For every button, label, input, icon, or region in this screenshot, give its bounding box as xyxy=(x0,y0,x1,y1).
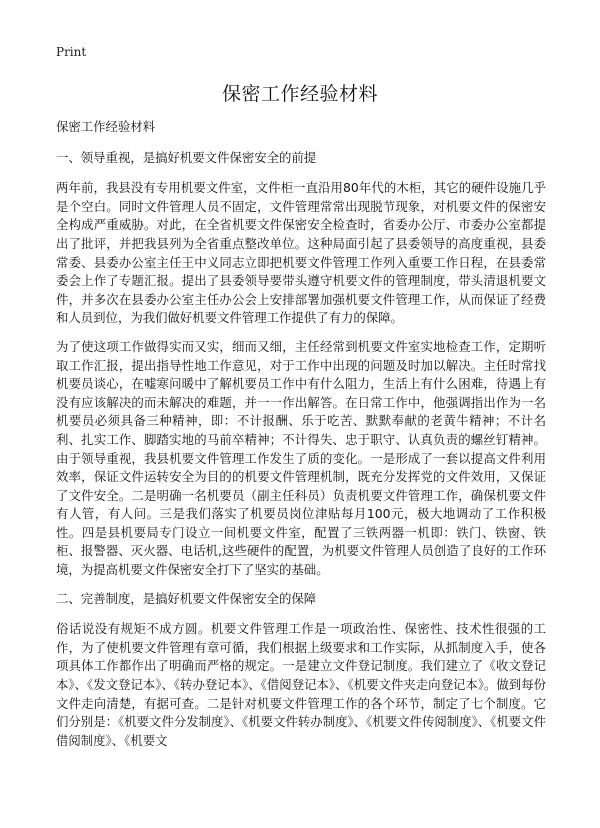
print-link[interactable]: Print xyxy=(56,45,87,59)
document-body xyxy=(56,118,546,760)
section-heading-1: 一、领导重视，是搞好机要文件保密安全的前提 xyxy=(56,149,317,165)
body-paragraph-3: 俗话说没有规矩不成方圆。机要文件管理工作是一项政治性、保密性、技术性很强的工作，为了使机要文件管理有章可循，我们根据上级要求和工作实际，从抓制度入手，使各项具体工作都作出了明确而严格的规定。一是建立文件登记制度。我们建立了《收文登记本》、《发文登记本》、《转办登记本》、《借阅登记本》、《机要文件夹走向登记本》。做到每份文件走向清楚，有据可查。二是针对机要文件管理工作的各个环节，制定了七个制度。它们分别是：《机要文件分发制度》、《机要文件转办制度》、《机要文件传阅制度》、《机要文件借阅制度》、《机要文 xyxy=(56,621,546,748)
body-paragraph-2: 为了使这项工作做得实而又实，细而又细，主任经常到机要文件室实地检查工作，定期听取工作汇报，提出指导性地工作意见，对于工作中出现的问题及时加以解决。主任时常找机要员谈心，在嘘寒问暖中了解机要员工作中有什么阻力，生活上有什么困难，待遇上有没有应该解决的而未解决的难题，并一一作出解答。在日常工作中，他强调指出作为一名机要员必须具备三种精神，即：不计报酬、乐于吃苦、默默奉献的老黄牛精神；不计名利、扎实工作、脚踏实地的马前卒精神；不计得失、忠于职守、认真负责的螺丝钉精神。由于领导重视，我县机要文件管理工作发生了质的变化。一是形成了一套以提高文件利用效率，保证文件运转安全为目的的机要文件管理机制，既充分发挥党的文件效用，又保证了文件安全。二是明确一名机要员（副主任科员）负责机要文件管理工作，确保机要文件有人管，有人问。三是我们落实了机要员岗位津贴每月100元，极大地调动了工作积极性。四是县机要局专门设立一间机要文件室，配置了三铁两器一机即：铁门、铁窗、铁柜、报警器、灭火器、电话机,这些硬件的配置，为机要文件管理人员创造了良好的工作环境，为提高机要文件保密安全打下了坚实的基础。 xyxy=(56,338,546,578)
section-heading-2: 二、完善制度，是搞好机要文件保密安全的保障 xyxy=(56,590,317,606)
document-title: 保密工作经验材料 xyxy=(221,83,378,105)
document-subtitle: 保密工作经验材料 xyxy=(56,119,156,134)
body-paragraph-1: 两年前，我县没有专用机要文件室，文件柜一直沿用80年代的木柜，其它的硬件设施几乎是个空白。同时文件管理人员不固定，文件管理常常出现脱节现象，对机要文件的保密安全构成严重威胁。对此，在全省机要文件保密安全检查时，省委办公厅、市委办公室都提出了批评，并把我县列为全省重点整改单位。这种局面引起了县委领导的高度重视，县委常委、县委办公室主任王中义同志立即把机要文件管理工作列入重要工作日程，在县委常委会上作了专题汇报。提出了县委领导要带头遵守机要文件的管理制度，带头清退机要文件，并多次在县委办公室主任办公会上安排部署加强机要文件管理工作，从而保证了经费和人员到位，为我们做好机要文件管理工作提供了有力的保障。 xyxy=(56,180,546,326)
